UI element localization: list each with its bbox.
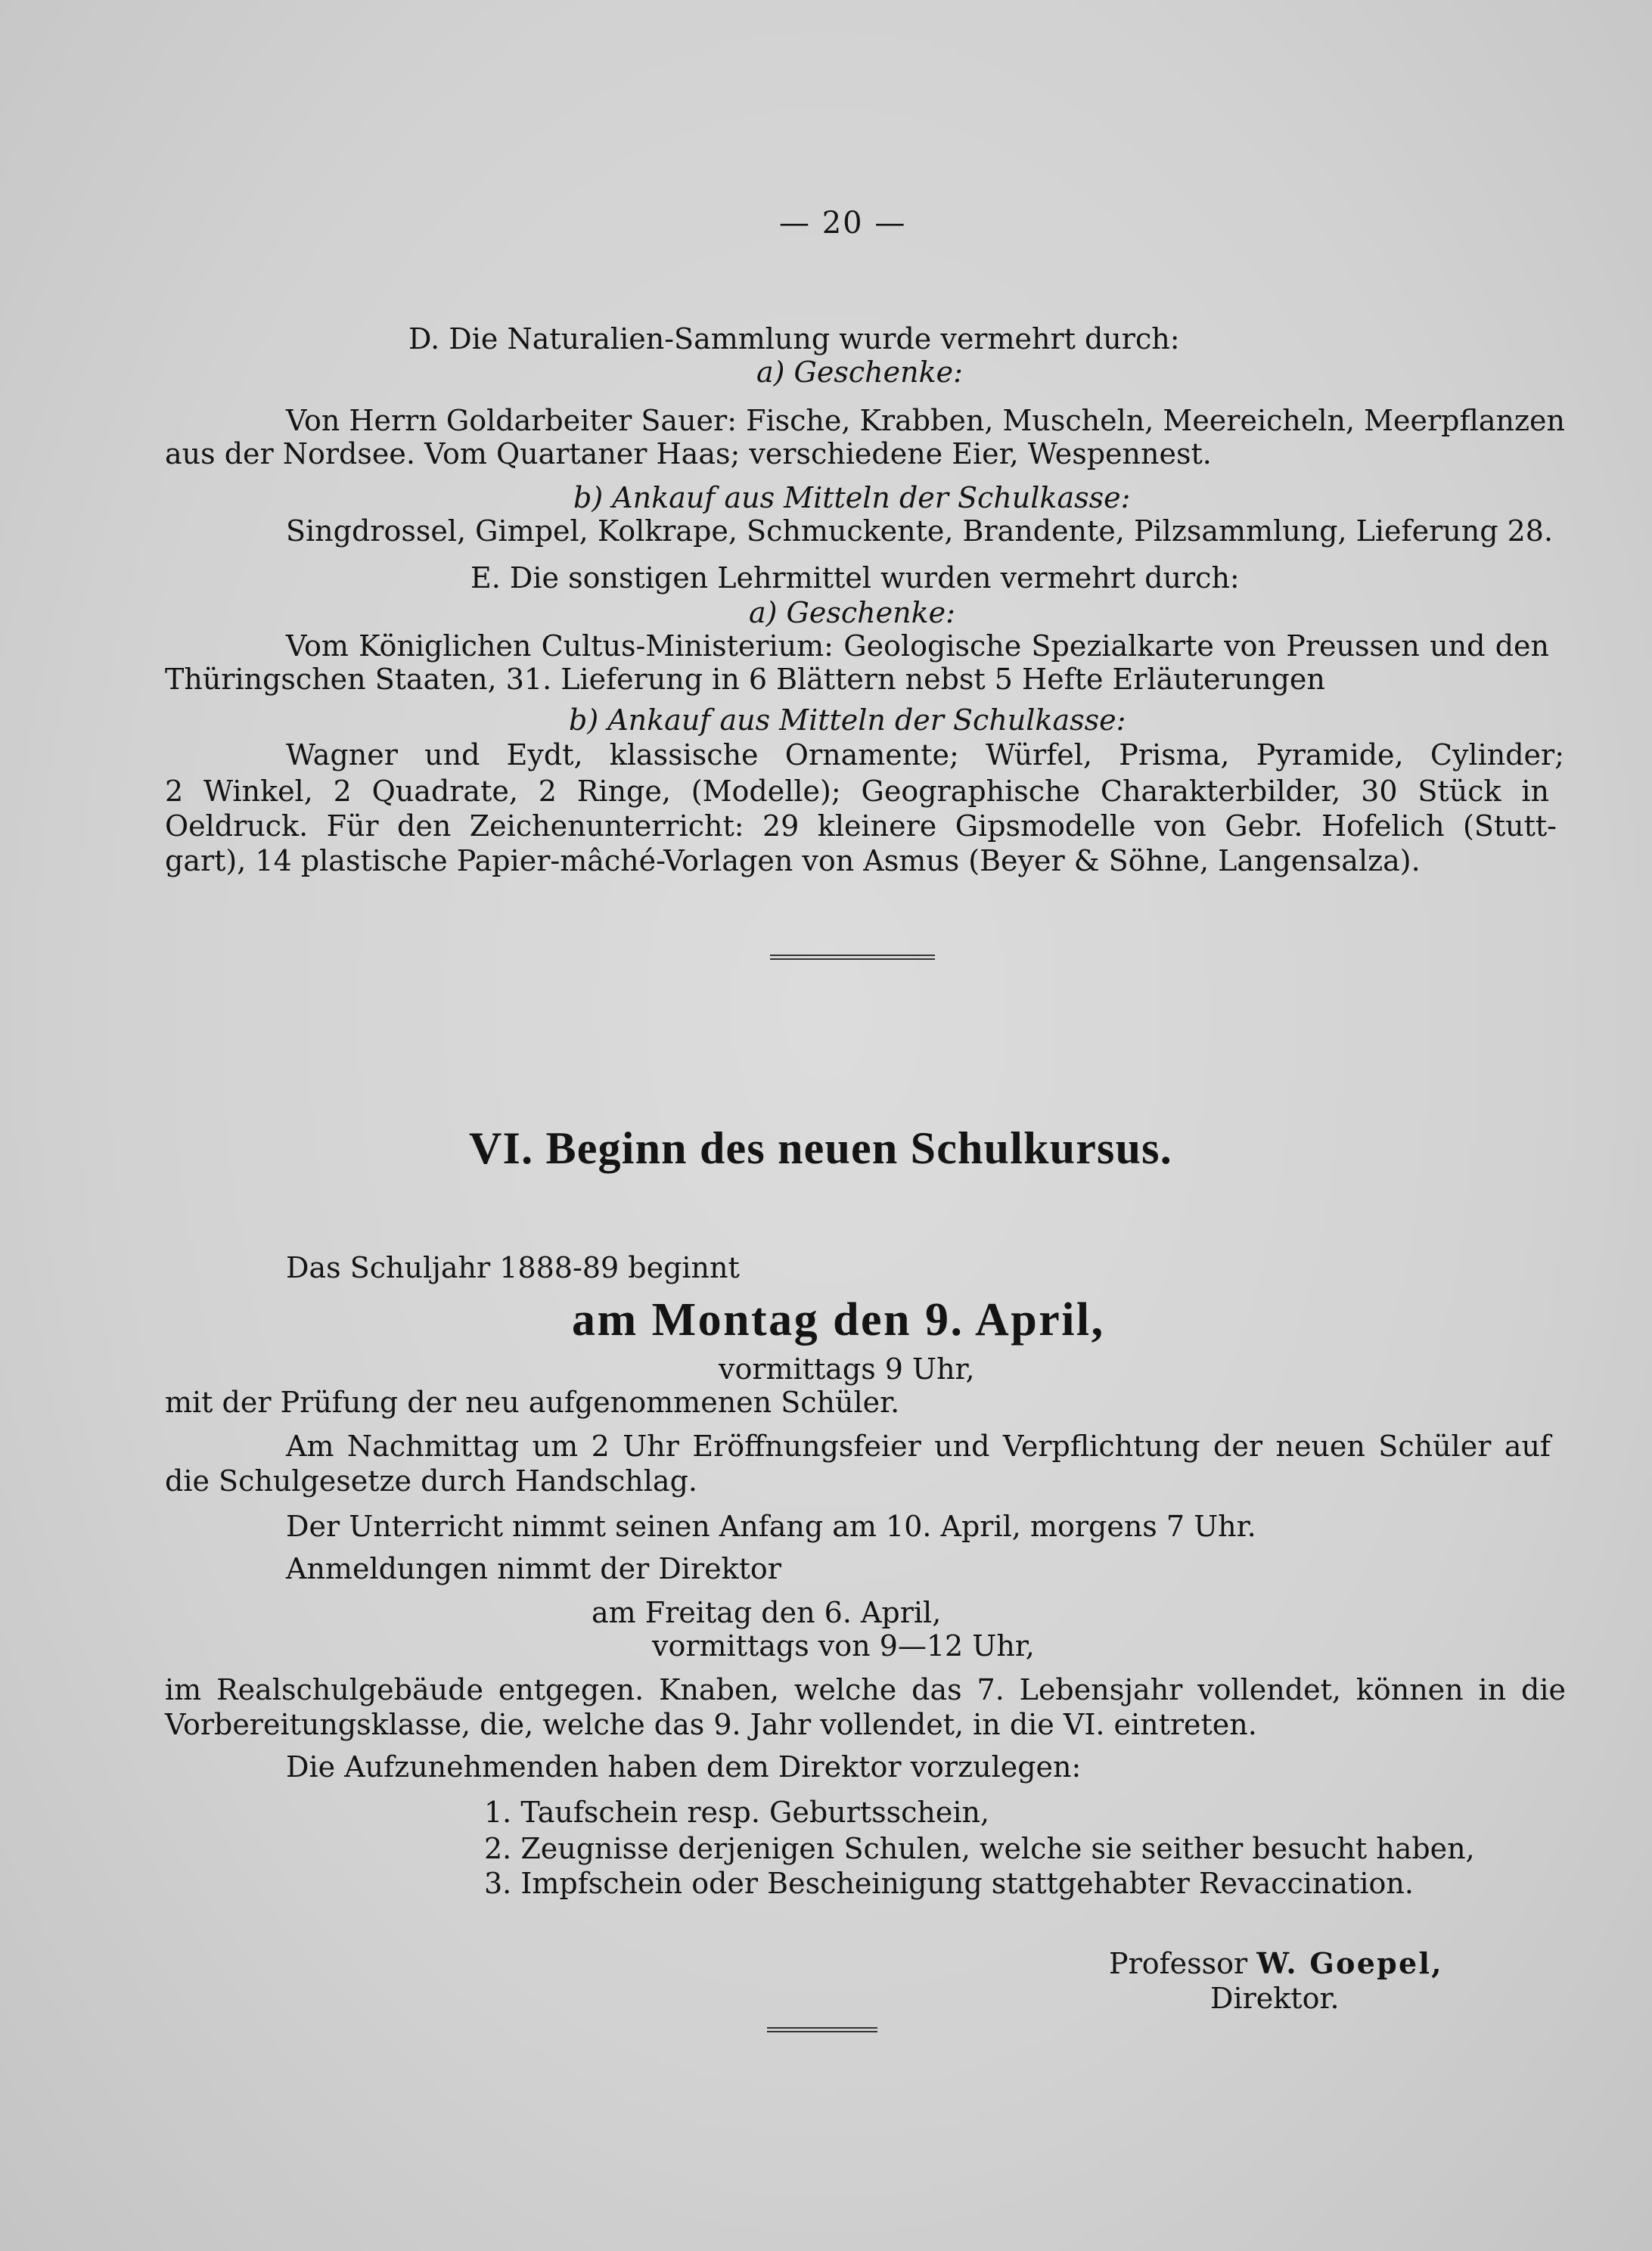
section-vi-heading: VI. Beginn des neuen Schulkursus. <box>469 1123 1172 1173</box>
page-number: — 20 — <box>779 206 907 241</box>
section-e-b-line-1: Wagner und Eydt, klassische Ornamente; Würfel, Prisma, Pyramide, Cylinder; <box>286 738 1564 772</box>
vi-time-2: vormittags von 9—12 Uhr, <box>652 1629 1035 1663</box>
signature-name: W. Goepel, <box>1256 1946 1443 1980</box>
section-e-sub-a: a) Geschenke: <box>749 596 955 629</box>
vi-date-big: am Montag den 9. April, <box>572 1294 1105 1346</box>
section-e-sub-b: b) Ankauf aus Mitteln der Schulkasse: <box>569 703 1126 737</box>
vi-p1: Das Schuljahr 1888-89 beginnt <box>286 1251 740 1284</box>
list-item: 3. Impfschein oder Bescheinigung stattgehabter Revaccination. <box>484 1867 1414 1900</box>
divider-rule <box>770 955 935 960</box>
list-item: 2. Zeugnisse derjenigen Schulen, welche sie seither besucht haben, <box>484 1832 1475 1865</box>
vi-p2: mit der Prüfung der neu aufgenommenen Schüler. <box>165 1386 900 1419</box>
section-e-b-line-4: gart), 14 plastische Papier-mâché-Vorlagen von Asmus (Beyer & Söhne, Langensalza). <box>165 844 1421 877</box>
vi-p7: Die Aufzunehmenden haben dem Direktor vorzulegen: <box>286 1750 1082 1784</box>
section-d-b-line-1: Singdrossel, Gimpel, Kolkrape, Schmuckente, Brandente, Pilzsammlung, Lieferung 28. <box>286 514 1554 548</box>
section-e-b-line-2: 2 Winkel, 2 Quadrate, 2 Ringe, (Modelle); Geographische Charakterbilder, 30 Stück in <box>165 775 1549 808</box>
section-e-a-line-2: Thüringschen Staaten, 31. Lieferung in 6 Blättern nebst 5 Hefte Erläuterungen <box>165 663 1325 696</box>
vi-date-2: am Freitag den 6. April, <box>592 1596 942 1629</box>
section-d-sub-a: a) Geschenke: <box>756 356 963 389</box>
end-rule <box>767 2027 877 2032</box>
vi-p5: Anmeldungen nimmt der Direktor <box>286 1552 781 1585</box>
section-e-a-line-1: Vom Königlichen Cultus-Ministerium: Geologische Spezialkarte von Preussen und den <box>286 629 1549 663</box>
vi-time-1: vormittags 9 Uhr, <box>719 1352 975 1386</box>
section-d-intro: D. Die Naturalien-Sammlung wurde vermehrt durch: <box>408 322 1180 356</box>
signature-prefix: Professor <box>1109 1947 1248 1980</box>
section-d-a-line-1: Von Herrn Goldarbeiter Sauer: Fische, Krabben, Muscheln, Meereicheln, Meerpflanzen <box>286 404 1565 437</box>
section-e-intro: E. Die sonstigen Lehrmittel wurden vermehrt durch: <box>470 561 1240 595</box>
vi-p6-line-1: im Realschulgebäude entgegen. Knaben, welche das 7. Lebensjahr vollendet, können in die <box>165 1673 1566 1706</box>
section-d-a-line-2: aus der Nordsee. Vom Quartaner Haas; verschiedene Eier, Wespennest. <box>165 437 1212 470</box>
list-item: 1. Taufschein resp. Geburtsschein, <box>484 1796 990 1829</box>
vi-p3-line-1: Am Nachmittag um 2 Uhr Eröffnungsfeier und Verpflichtung der neuen Schüler auf <box>286 1430 1551 1463</box>
section-e-b-line-3: Oeldruck. Für den Zeichenunterricht: 29 kleinere Gipsmodelle von Gebr. Hofelich (Stutt- <box>165 809 1557 843</box>
vi-p6-line-2: Vorbereitungsklasse, die, welche das 9. Jahr vollendet, in die VI. eintreten. <box>165 1708 1257 1741</box>
vi-p4: Der Unterricht nimmt seinen Anfang am 10. April, morgens 7 Uhr. <box>286 1510 1256 1543</box>
vi-p3-line-2: die Schulgesetze durch Handschlag. <box>165 1464 697 1498</box>
section-d-sub-b: b) Ankauf aus Mitteln der Schulkasse: <box>573 481 1131 514</box>
signature-title: Direktor. <box>1210 1982 1340 2015</box>
